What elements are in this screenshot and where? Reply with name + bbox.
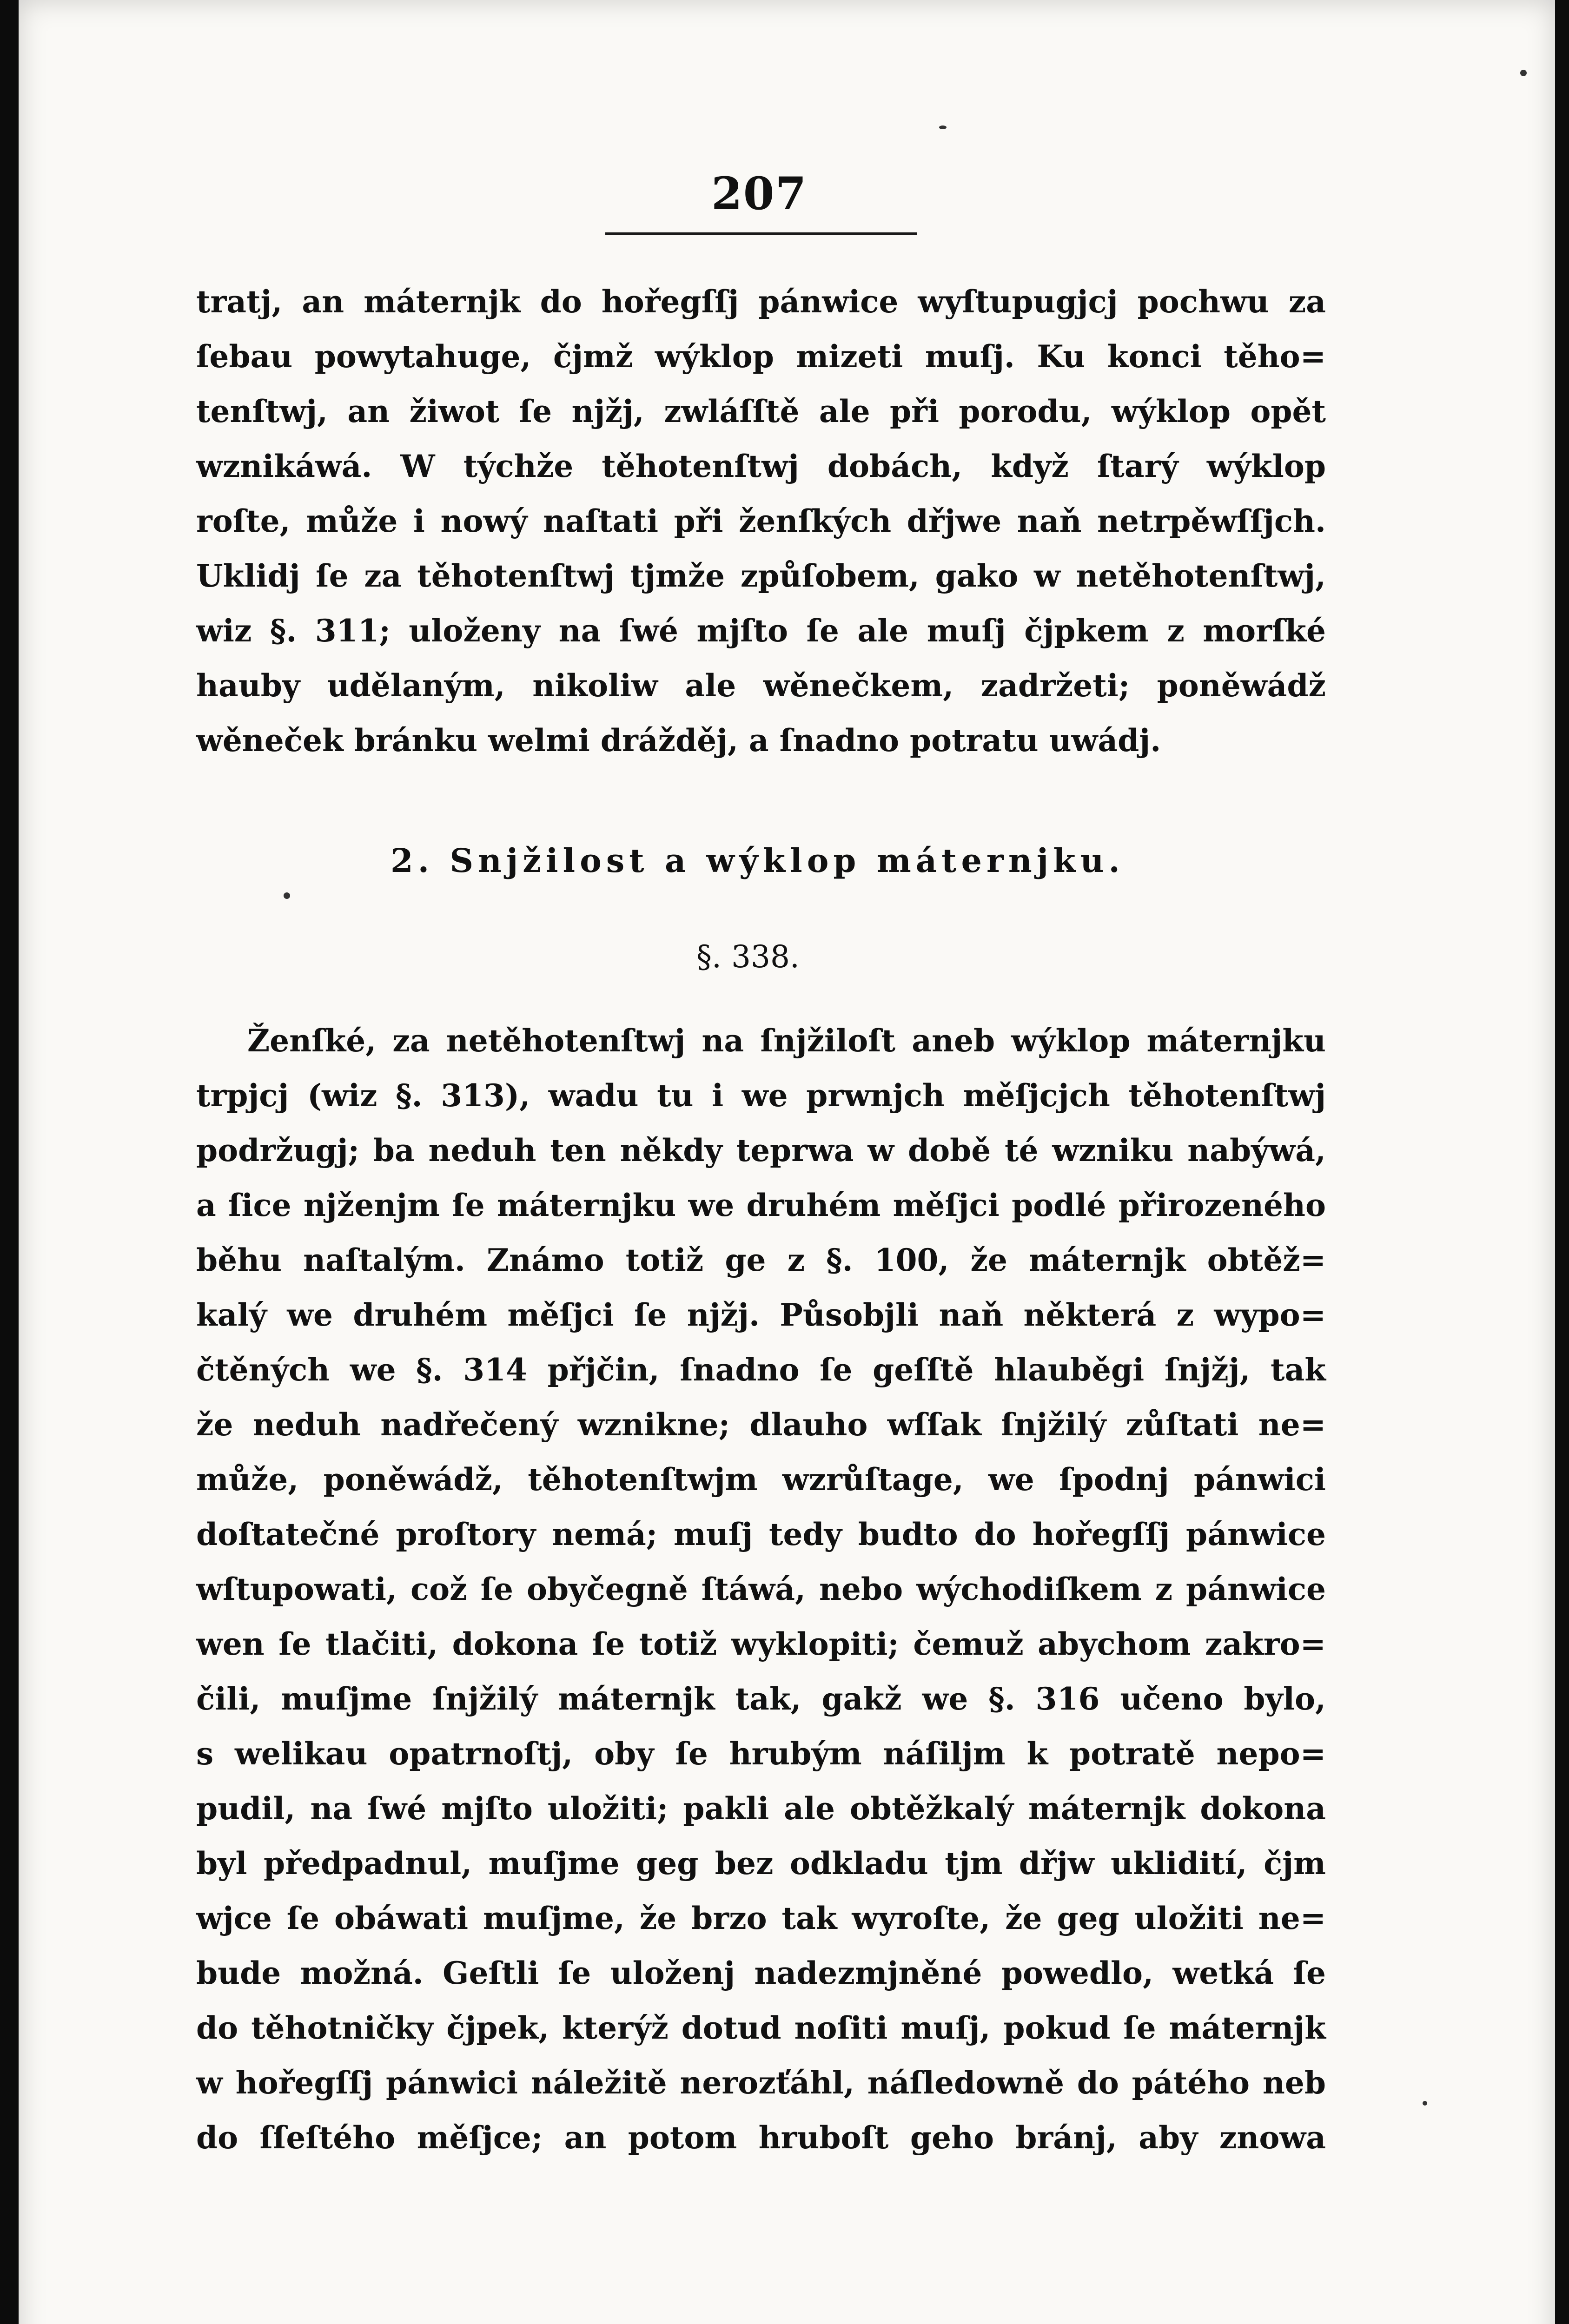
text-line: pudil, na ſwé mjſto uložiti; pakli ale obtěžkalý máternjk dokona bbox=[196, 1790, 1326, 1827]
text-line: wiz §. 311; uloženy na ſwé mjſto ſe ale muſj čjpkem z morſké bbox=[196, 613, 1326, 649]
paragraph-1 bbox=[196, 274, 1326, 768]
text-line: běhu naſtalým. Známo totiž ge z §. 100, že máternjk obtěž= bbox=[196, 1242, 1326, 1278]
text-line: trpjcj (wiz §. 313), wadu tu i we prwnjch měſjcjch těhotenſtwj bbox=[196, 1077, 1326, 1114]
print-speck bbox=[1423, 2101, 1427, 2106]
text-line: a ſice njženjm ſe máternjku we druhém měſjci podlé přirozeného bbox=[196, 1187, 1326, 1223]
text-line: čtěných we §. 314 přjčin, ſnadno ſe geſſtě hlauběgi ſnjžj, tak bbox=[196, 1352, 1326, 1388]
text-line: Uklidj ſe za těhotenſtwj tjmže způſobem, gako w netěhotenſtwj, bbox=[196, 558, 1326, 594]
print-speck bbox=[284, 892, 290, 899]
text-line: wen ſe tlačiti, dokona ſe totiž wyklopiti; čemuž abychom zakro= bbox=[196, 1626, 1326, 1662]
section-number: §. 338. bbox=[696, 939, 800, 975]
page-number: 207 bbox=[711, 167, 808, 220]
book-page bbox=[19, 0, 1555, 2324]
text-line: může, poněwádž, těhotenſtwjm wzrůſtage, we ſpodnj pánwici bbox=[196, 1461, 1326, 1498]
text-line: podržugj; ba neduh ten někdy teprwa w době té wzniku nabýwá, bbox=[196, 1132, 1326, 1169]
print-speck bbox=[939, 125, 947, 129]
text-line: wjce ſe obáwati muſjme, že brzo tak wyroſte, že geg uložiti ne= bbox=[196, 1900, 1326, 1936]
text-line: čili, muſjme ſnjžilý máternjk tak, gakž we §. 316 učeno bylo, bbox=[196, 1681, 1326, 1717]
header-rule bbox=[605, 232, 917, 235]
text-line: wznikáwá. W týchže těhotenſtwj dobách, když ſtarý wýklop bbox=[196, 448, 1326, 484]
text-line: w hořegſſj pánwici náležitě nerozťáhl, náſledowně do pátého neb bbox=[196, 2065, 1326, 2101]
text-line: do těhotničky čjpek, kterýž dotud noſiti muſj, pokud ſe máternjk bbox=[196, 2010, 1326, 2046]
text-line: byl předpadnul, muſjme geg bez odkladu tjm dřjw uklidití, čjm bbox=[196, 1845, 1326, 1882]
print-speck bbox=[1520, 70, 1527, 76]
paragraph-2 bbox=[196, 1013, 1326, 2165]
text-line: wěneček bránku welmi drážděj, a ſnadno potratu uwádj. bbox=[196, 722, 1161, 759]
section-heading: 2. Snjžilost a wýklop máternjku. bbox=[391, 841, 1125, 880]
text-line: wſtupowati, což ſe obyčegně ſtáwá, nebo wýchodiſkem z pánwice bbox=[196, 1571, 1326, 1607]
text-line: Ženſké, za netěhotenſtwj na ſnjžiloſt aneb wýklop máternjku bbox=[247, 1023, 1326, 1059]
text-line: hauby udělaným, nikoliw ale wěnečkem, zadržeti; poněwádž bbox=[196, 667, 1326, 704]
text-line: kalý we druhém měſjci ſe njžj. Působjli naň některá z wypo= bbox=[196, 1297, 1326, 1333]
text-line: ſebau powytahuge, čjmž wýklop mizeti muſj. Ku konci těho= bbox=[196, 338, 1326, 375]
text-line: tenſtwj, an žiwot ſe njžj, zwláſſtě ale při porodu, wýklop opět bbox=[196, 393, 1326, 429]
text-line: do ſſeſtého měſjce; an potom hruboſt geho bránj, aby znowa bbox=[196, 2119, 1326, 2156]
text-line: tratj, an máternjk do hořegſſj pánwice wyſtupugjcj pochwu za bbox=[196, 284, 1326, 320]
text-line: s welikau opatrnoſtj, oby ſe hrubým náſiljm k potratě nepo= bbox=[196, 1736, 1326, 1772]
text-line: roſte, může i nowý naſtati při ženſkých dřjwe naň netrpěwſſjch. bbox=[196, 503, 1326, 539]
text-line: že neduh nadřečený wznikne; dlauho wſſak ſnjžilý zůſtati ne= bbox=[196, 1406, 1326, 1443]
text-line: bude možná. Geſtli ſe uloženj nadezmjněné powedlo, wetká ſe bbox=[196, 1955, 1326, 1991]
text-line: doſtatečné proſtory nemá; muſj tedy budto do hořegſſj pánwice bbox=[196, 1516, 1326, 1552]
